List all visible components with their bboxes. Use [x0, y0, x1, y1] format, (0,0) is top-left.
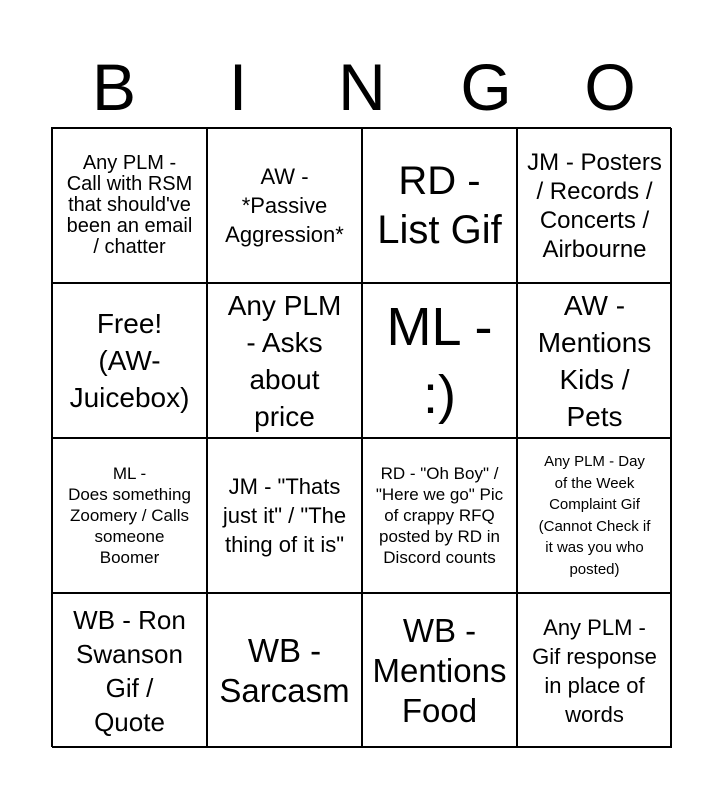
bingo-cell[interactable]: JM - Posters / Records / Concerts / Airbourne — [517, 128, 672, 283]
header-letter-i: I — [228, 50, 248, 124]
bingo-cell[interactable]: WB - Mentions Food — [362, 593, 517, 748]
bingo-grid — [51, 127, 671, 747]
bingo-cell[interactable]: ML - :) — [362, 283, 517, 438]
bingo-cell[interactable]: Any PLM - Gif response in place of words — [517, 593, 672, 748]
bingo-cell[interactable]: AW - *Passive Aggression* — [207, 128, 362, 283]
bingo-header — [52, 52, 672, 122]
header-letter-n: N — [338, 50, 386, 124]
bingo-cell[interactable]: ML - Does something Zoomery / Calls someone Boomer — [52, 438, 207, 593]
bingo-cell[interactable]: WB - Sarcasm — [207, 593, 362, 748]
bingo-cell[interactable]: Any PLM - Call with RSM that should've been an email / chatter — [52, 128, 207, 283]
bingo-cell[interactable]: AW - Mentions Kids / Pets — [517, 283, 672, 438]
header-letter-g: G — [460, 50, 512, 124]
bingo-cell[interactable]: Any PLM - Asks about price — [207, 283, 362, 438]
bingo-cell[interactable]: WB - Ron Swanson Gif / Quote — [52, 593, 207, 748]
header-letter-b: B — [91, 50, 137, 124]
bingo-cell[interactable]: Free! (AW- Juicebox) — [52, 283, 207, 438]
bingo-cell[interactable]: RD - List Gif — [362, 128, 517, 283]
bingo-cell[interactable]: RD - "Oh Boy" / "Here we go" Pic of crappy RFQ posted by RD in Discord counts — [362, 438, 517, 593]
bingo-cell[interactable]: JM - "Thats just it" / "The thing of it is" — [207, 438, 362, 593]
bingo-cell[interactable]: Any PLM - Day of the Week Complaint Gif (Cannot Check if it was you who posted) — [517, 438, 672, 593]
header-letter-o: O — [584, 50, 636, 124]
